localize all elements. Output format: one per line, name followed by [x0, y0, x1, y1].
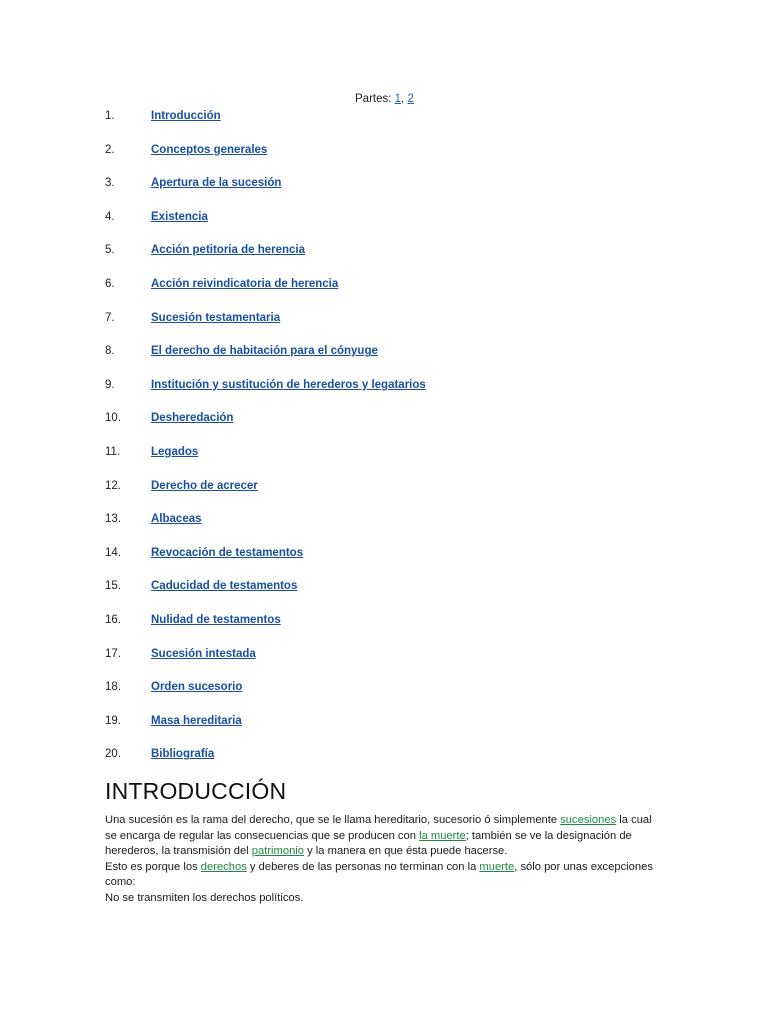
table-of-contents: [0, 108, 768, 780]
toc-number: 2.: [105, 143, 115, 156]
toc-number: 10.: [105, 412, 121, 425]
parts-navigation: [355, 93, 414, 105]
section-heading-introduccion: INTRODUCCIÓN: [105, 778, 287, 804]
toc-link-accion-petitoria[interactable]: Acción petitoria de herencia: [151, 244, 306, 257]
toc-item-conceptos-generales: [0, 142, 768, 176]
toc-link-conceptos-generales[interactable]: Conceptos generales: [151, 143, 268, 156]
toc-number: 3.: [105, 177, 115, 190]
keyword-link-sucesiones[interactable]: sucesiones: [560, 814, 617, 826]
toc-item-accion-reivindicatoria: [0, 276, 768, 310]
part-1-link[interactable]: 1: [394, 93, 402, 105]
toc-item-sucesion-testamentaria: [0, 310, 768, 344]
toc-number: 15.: [105, 580, 121, 593]
parts-separator: ,: [401, 93, 405, 105]
toc-item-accion-petitoria: [0, 242, 768, 276]
toc-item-revocacion: [0, 545, 768, 579]
toc-number: 1.: [105, 110, 115, 122]
keyword-link-muerte[interactable]: muerte: [479, 860, 515, 873]
toc-link-albaceas[interactable]: Albaceas: [151, 513, 202, 526]
toc-link-caducidad[interactable]: Caducidad de testamentos: [151, 580, 298, 593]
toc-link-bibliografia[interactable]: Bibliografía: [151, 748, 215, 761]
toc-item-sucesion-intestada: [0, 646, 768, 680]
toc-number: 18.: [105, 681, 121, 694]
toc-link-nulidad[interactable]: Nulidad de testamentos: [151, 613, 281, 626]
toc-number: 14.: [105, 546, 121, 559]
toc-number: 13.: [105, 513, 121, 526]
toc-link-accion-reivindicatoria[interactable]: Acción reivindicatoria de herencia: [151, 277, 339, 290]
toc-number: 6.: [105, 277, 115, 290]
introduction-body: [105, 813, 665, 906]
toc-item-orden-sucesorio: [0, 679, 768, 713]
paragraph-text: , sólo por unas excepciones como:: [105, 860, 653, 888]
toc-item-bibliografia: [0, 746, 768, 780]
part-2-link[interactable]: 2: [407, 93, 414, 105]
paragraph-text: y deberes de las personas no terminan con la: [246, 860, 480, 873]
toc-number: 19.: [105, 714, 121, 727]
toc-number: 4.: [105, 210, 115, 223]
paragraph-text: ; también se ve la designación de herederos, la transmisión del: [105, 829, 632, 857]
toc-link-derecho-habitacion[interactable]: El derecho de habitación para el cónyuge: [151, 345, 378, 358]
parts-label: Partes:: [355, 93, 392, 105]
toc-item-derecho-acrecer: [0, 478, 768, 512]
toc-item-nulidad: [0, 612, 768, 646]
keyword-link-la-muerte[interactable]: la muerte: [419, 829, 466, 842]
keyword-link-derechos[interactable]: derechos: [200, 860, 247, 873]
toc-link-institucion-sustitucion[interactable]: Institución y sustitución de herederos y legatarios: [151, 378, 426, 391]
toc-link-revocacion[interactable]: Revocación de testamentos: [151, 546, 304, 559]
paragraph-definition: [105, 813, 665, 860]
toc-link-orden-sucesorio[interactable]: Orden sucesorio: [151, 681, 243, 694]
toc-item-albaceas: [0, 511, 768, 545]
toc-link-masa-hereditaria[interactable]: Masa hereditaria: [151, 714, 242, 727]
toc-item-caducidad: [0, 578, 768, 612]
toc-link-sucesion-testamentaria[interactable]: Sucesión testamentaria: [151, 311, 281, 324]
paragraph-text: Esto es porque los: [105, 860, 201, 873]
toc-link-existencia[interactable]: Existencia: [151, 210, 208, 223]
toc-item-derecho-habitacion: [0, 343, 768, 377]
toc-item-introduccion: [0, 108, 768, 142]
toc-number: 8.: [105, 345, 115, 358]
toc-number: 7.: [105, 311, 115, 324]
keyword-link-patrimonio[interactable]: patrimonio: [251, 845, 304, 857]
toc-number: 16.: [105, 613, 121, 626]
toc-number: 20.: [105, 748, 121, 761]
toc-link-legados[interactable]: Legados: [151, 445, 199, 458]
toc-item-existencia: [0, 209, 768, 243]
toc-link-sucesion-intestada[interactable]: Sucesión intestada: [151, 647, 256, 660]
paragraph-text: la cual se encarga de regular las consecuencias que se producen con: [105, 814, 652, 842]
paragraph-rights: [105, 860, 665, 891]
toc-link-introduccion[interactable]: Introducción: [151, 110, 221, 122]
toc-link-apertura-sucesion[interactable]: Apertura de la sucesión: [151, 177, 282, 190]
toc-item-apertura-sucesion: [0, 175, 768, 209]
toc-number: 5.: [105, 244, 115, 257]
toc-link-derecho-acrecer[interactable]: Derecho de acrecer: [151, 479, 258, 492]
toc-number: 12.: [105, 479, 121, 492]
toc-item-masa-hereditaria: [0, 713, 768, 747]
paragraph-text: Una sucesión es la rama del derecho, que se le llama hereditario, sucesorio ó simplemente: [105, 814, 561, 826]
toc-number: 11.: [105, 445, 121, 458]
toc-link-desheredacion[interactable]: Desheredación: [151, 412, 234, 425]
toc-item-desheredacion: [0, 410, 768, 444]
paragraph-text: y la manera en que ésta puede hacerse.: [304, 845, 508, 857]
toc-item-institucion-sustitucion: [0, 377, 768, 411]
toc-item-legados: [0, 444, 768, 478]
toc-number: 17.: [105, 647, 121, 660]
paragraph-exception: No se transmiten los derechos políticos.: [105, 891, 304, 904]
toc-number: 9.: [105, 378, 115, 391]
